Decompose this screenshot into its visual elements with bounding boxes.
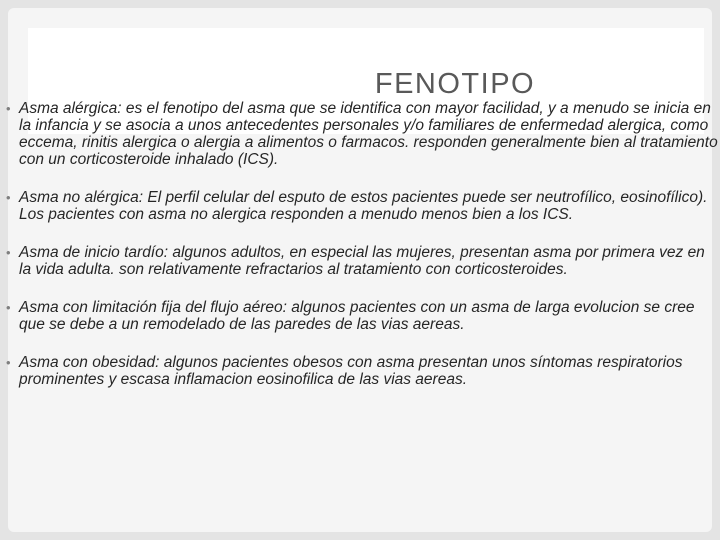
bullet-item xyxy=(6,100,720,168)
bullet-marker: • xyxy=(6,101,11,116)
slide-title: FENOTIPO xyxy=(374,68,536,100)
bullet-text: Asma con limitación fija del flujo aéreo: algunos pacientes con un asma de larga evolucion se cree que se debe a un remodelado de las paredes de las vias aereas. xyxy=(19,299,695,333)
bullet-marker: • xyxy=(6,190,11,205)
bullet-item xyxy=(6,244,720,278)
bullet-list xyxy=(6,100,720,409)
bullet-text: Asma alérgica: es el fenotipo del asma que se identifica con mayor facilidad, y a menudo se inicia en la infancia y se asocia a unos antecedentes personales y/o familiares de enfermedad alergica, como eccema, rinitis alergica o alergia a alimentos o farmacos. responden generalmente bien al tratamiento con un corticosteroide inhalado (ICS). xyxy=(19,100,718,168)
bullet-text: Asma de inicio tardío: algunos adultos, en especial las mujeres, presentan asma por primera vez en la vida adulta. son relativamente refractarios al tratamiento con corticosteroides. xyxy=(19,244,705,278)
bullet-item xyxy=(6,354,720,388)
bullet-marker: • xyxy=(6,300,11,315)
bullet-text: Asma no alérgica: El perfil celular del esputo de estos pacientes puede ser neutrofílico, eosinofílico). Los pacientes con asma no alergica responden a menudo menos bien a los ICS. xyxy=(19,189,708,223)
bullet-item xyxy=(6,189,720,223)
bullet-marker: • xyxy=(6,245,11,260)
bullet-item xyxy=(6,299,720,333)
bullet-marker: • xyxy=(6,355,11,370)
bullet-text: Asma con obesidad: algunos pacientes obesos con asma presentan unos síntomas respiratorios prominentes y escasa inflamacion eosinofilica de las vias aereas. xyxy=(19,354,683,388)
